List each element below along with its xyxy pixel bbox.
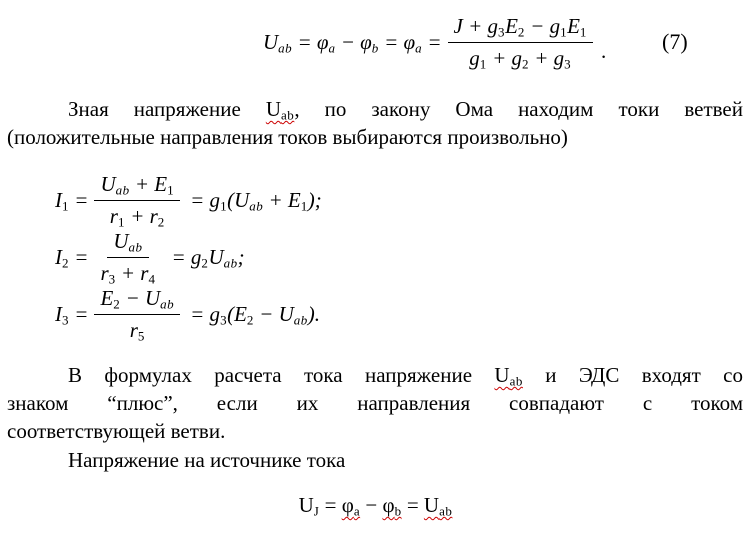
equation-i3 (55, 286, 322, 342)
equation-i3-numerator: $E_2 - U_{ab}$ (94, 286, 180, 315)
paragraph-intro-line-1 (7, 95, 743, 123)
equation-7-denominator: $g_1 + g_2 + g_3$ (469, 46, 572, 72)
equation-uj-equals-2: = (401, 493, 424, 517)
equation-7-fraction (448, 14, 593, 71)
paragraph-rules-line-3: соответствующей ветви. (7, 419, 226, 443)
equation-i2 (55, 229, 322, 285)
paragraph-rules-text-pre: В формулах расчета тока напряжение (68, 363, 495, 387)
equation-i1-denominator: $r_1 + r_2$ (109, 203, 165, 230)
equation-i2-rhs: = $g_2U_{ab}$; (171, 244, 245, 271)
equation-i3-fraction (94, 286, 180, 343)
phi-a-spellchecked-term: $\varphi_a$ (341, 493, 361, 519)
source-voltage-caption: Напряжение на источнике тока (68, 448, 346, 472)
equation-uj-minus: − (360, 493, 383, 517)
equation-7 (263, 14, 606, 71)
equation-i3-denominator: $r_5$ (129, 317, 145, 344)
equation-i2-denominator: $r_3 + r_4$ (100, 260, 156, 287)
phi-b-spellchecked-term: $\varphi_b$ (382, 493, 402, 519)
equation-i2-fraction (94, 229, 161, 286)
paragraph-intro-text-post: , по закону Ома находим токи ветвей (294, 97, 743, 121)
equation-i1-numerator: $U_{ab} + E_1$ (94, 172, 180, 201)
uab-spellchecked-term: $U_{ab}$ (265, 97, 295, 123)
equation-i1-lhs: $I_1$ = (55, 187, 89, 214)
equation-i1 (55, 172, 322, 228)
equation-i1-rhs: = $g_1(U_{ab} + E_1)$; (190, 187, 322, 214)
equation-i3-rhs: = $g_3(E_2 - U_{ab})$. (190, 301, 321, 328)
paragraph-rules-text-post: и ЭДС входят со (522, 363, 743, 387)
current-equations (55, 172, 322, 343)
equation-number: (7) (662, 29, 688, 54)
equation-i3-lhs: $I_3$ = (55, 301, 89, 328)
paragraph-intro-line-2: (положительные направления токов выбираются произвольно) (7, 125, 568, 149)
equation-7-numerator: $J + g_3E_2 - g_1E_1$ (448, 14, 593, 43)
equation-uj-lhs: $U_J$ (298, 493, 320, 519)
equation-uj (0, 491, 751, 519)
paragraph-rules (7, 361, 743, 445)
uab-spellchecked-term: $U_{ab}$ (423, 493, 453, 519)
paragraph-rules-line-1 (7, 361, 743, 389)
equation-7-lhs: $U_{ab} = \varphi_a - \varphi_b = \varphi_a$ = (263, 30, 442, 56)
equation-7-period: . (600, 39, 607, 63)
paragraph-intro-text-pre: Зная напряжение (68, 97, 266, 121)
paragraph-rules-line-2: знаком “плюс”, если их направления совпадают с током (7, 391, 743, 415)
paragraph-intro (7, 95, 743, 151)
equation-i1-fraction (94, 172, 180, 229)
equation-uj-equals-1: = (319, 493, 342, 517)
uab-spellchecked-term: $U_{ab}$ (494, 363, 523, 389)
equation-i2-numerator: $U_{ab}$ (107, 229, 148, 258)
equation-i2-lhs: $I_2$ = (55, 244, 89, 271)
